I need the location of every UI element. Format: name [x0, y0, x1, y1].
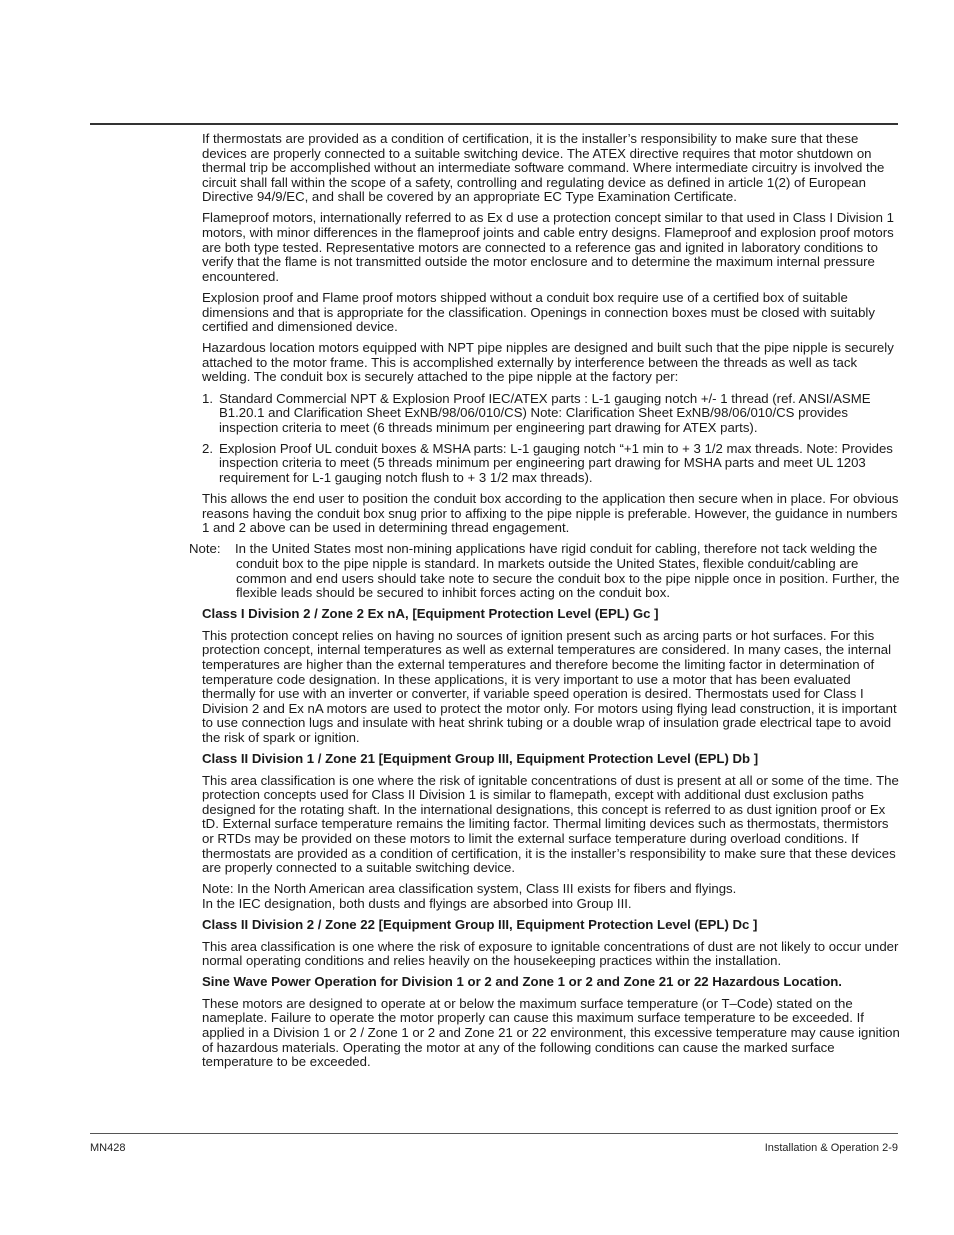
list-number: 2. [202, 440, 213, 456]
body-content [189, 131, 902, 1076]
note-text: In the United States most non-mining applications have rigid conduit for cabling, therefore not tack welding the conduit box to the pipe nipple is standard. In markets outside the United States, flexible conduit/cabling are common and end users should take note to secure the conduit box to the pipe nipple once in position. Further, the flexible leads should be secured to inhibit forces acting on the conduit box. [235, 541, 900, 601]
paragraph: Flameproof motors, internationally referred to as Ex d use a protection concept similar to that used in Class I Division 1 motors, with minor differences in the flameproof joints and cable entry designs. Flameproof and explosion proof motors are both type tested. Representative motors are connected to a reference gas and ignited in laboratory conditions to verify that the flame is not transmitted outside the motor enclosure and to determine the maximum internal pressure encountered. [202, 210, 894, 284]
footer-rule [90, 1133, 898, 1134]
header-rule [90, 123, 898, 125]
note-label: Note: [189, 541, 221, 557]
section-heading: Class II Division 1 / Zone 21 [Equipment Group III, Equipment Protection Level (EPL) Db ] [202, 751, 759, 767]
paragraph: This area classification is one where the risk of ignitable concentrations of dust is present at all or some of the time. The protection concepts used for Class II Division 1 is similar to flamepath, except with additional dust exclusion paths designed for the rotating shaft. In the international designations, this concept is referred to as dust ignition proof or Ex tD. External surface temperature remains the limiting factor. Thermal limiting devices such as thermostats, thermistors or RTDs may be provided on these motors to limit the external surface temperature during overload conditions. If thermostats are provided as a condition of certification, it is the installer’s responsibility to make sure that these devices are properly connected to a suitable switching device. [202, 772, 899, 876]
list-number: 1. [202, 390, 213, 406]
footer-page-number: Installation & Operation 2-9 [764, 1142, 898, 1154]
paragraph: Explosion proof and Flame proof motors shipped without a conduit box require use of a certified box of suitable dimensions and that is appropriate for the classification. Openings in connection boxes must be closed with suitably certified and dimensioned device. [202, 289, 875, 335]
list-item [202, 392, 902, 436]
list-item [202, 442, 902, 486]
list-text: Standard Commercial NPT & Explosion Proof IEC/ATEX parts : L-1 gauging notch +/- 1 thread (ref. ANSI/ASME B1.20.1 and Clarification Sheet ExNB/98/06/010/CS) Note: Clarification Sheet ExNB/98/06/010/CS provides inspection criteria to meet (6 threads minimum per engineering part drawing for ATEX parts). [219, 390, 871, 435]
paragraph: This protection concept relies on having no sources of ignition present such as arcing parts or hot surfaces. For this protection concept, internal temperatures as well as external temperatures are considered. In many cases, the internal temperatures are higher than the external temperatures and therefore become the limiting factor in determination of temperature code designation. In these applications, it is very important to use a motor that has been evaluated thermally for use with an inverter or converter, if variable speed operation is desired. Thermostats used for Class I Division 2 and Ex nA motors are used to protect the motor only. For motors using flying lead construction, it is important to use connection lugs and insulate with heat shrink tubing or a double wrap of insulation grade electrical tape to avoid the risk of spark or ignition. [202, 627, 897, 745]
paragraph: This area classification is one where the risk of exposure to ignitable concentrations of dust are not likely to occur under normal operating conditions and relies heavily on the housekeeping practices within the installation. [202, 938, 899, 969]
paragraph: If thermostats are provided as a condition of certification, it is the installer’s responsibility to make sure that these devices are properly connected to a suitable switching device. The ATEX directive requires that motor shutdown on thermal trip be accomplished without an intermediate software command. Where intermediate circuitry is involved the circuit shall fall within the scope of a safety, controlling and regulating device as defined in article 1(2) of European Directive 94/9/EC, and shall be covered by an appropriate EC Type Examination Certificate. [202, 131, 885, 205]
list-text: Explosion Proof UL conduit boxes & MSHA parts: L-1 gauging notch “+1 min to + 3 1/2 max threads. Note: Provides inspection criteria to meet (5 threads minimum per engineering part drawing for MSHA parts and meet UL 1203 requirement for L-1 gauging notch flush to + 3 1/2 max threads). [219, 440, 893, 485]
section-heading: Class II Division 2 / Zone 22 [Equipment Group III, Equipment Protection Level (EPL) Dc ] [202, 917, 758, 932]
paragraph: Note: In the North American area classification system, Class III exists for fibers and flyings. In the IEC designation, both dusts and flyings are absorbed into Group III. [202, 881, 737, 911]
section-heading: Class I Division 2 / Zone 2 Ex nA, [Equipment Protection Level (EPL) Gc ] [202, 606, 659, 622]
paragraph: These motors are designed to operate at or below the maximum surface temperature (or T–Code) stated on the nameplate. Failure to operate the motor properly can cause this maximum surface temperature to be exceeded. If applied in a Division 1 or 2 / Zone 1 or 2 and Zone 21 or 22 environment, this excessive temperature may cause ignition of hazardous materials. Operating the motor at any of the following conditions can cause the marked surface temperature to be exceeded. [202, 995, 900, 1070]
paragraph: Hazardous location motors equipped with NPT pipe nipples are designed and built such that the pipe nipple is securely attached to the motor frame. This is accomplished externally by interference between the threads as well as tack welding. The conduit box is securely attached to the pipe nipple at the factory per: [202, 340, 894, 385]
footer-doc-id: MN428 [90, 1142, 126, 1154]
paragraph: This allows the end user to position the conduit box according to the application then secure when in place. For obvious reasons having the conduit box snug prior to affixing to the pipe nipple is preferable. However, the guidance in numbers 1 and 2 above can be used in determining thread engagement. [202, 491, 899, 536]
note-block [190, 542, 902, 600]
section-heading: Sine Wave Power Operation for Division 1 or 2 and Zone 1 or 2 and Zone 21 or 22 Hazardous Location. [202, 974, 842, 990]
